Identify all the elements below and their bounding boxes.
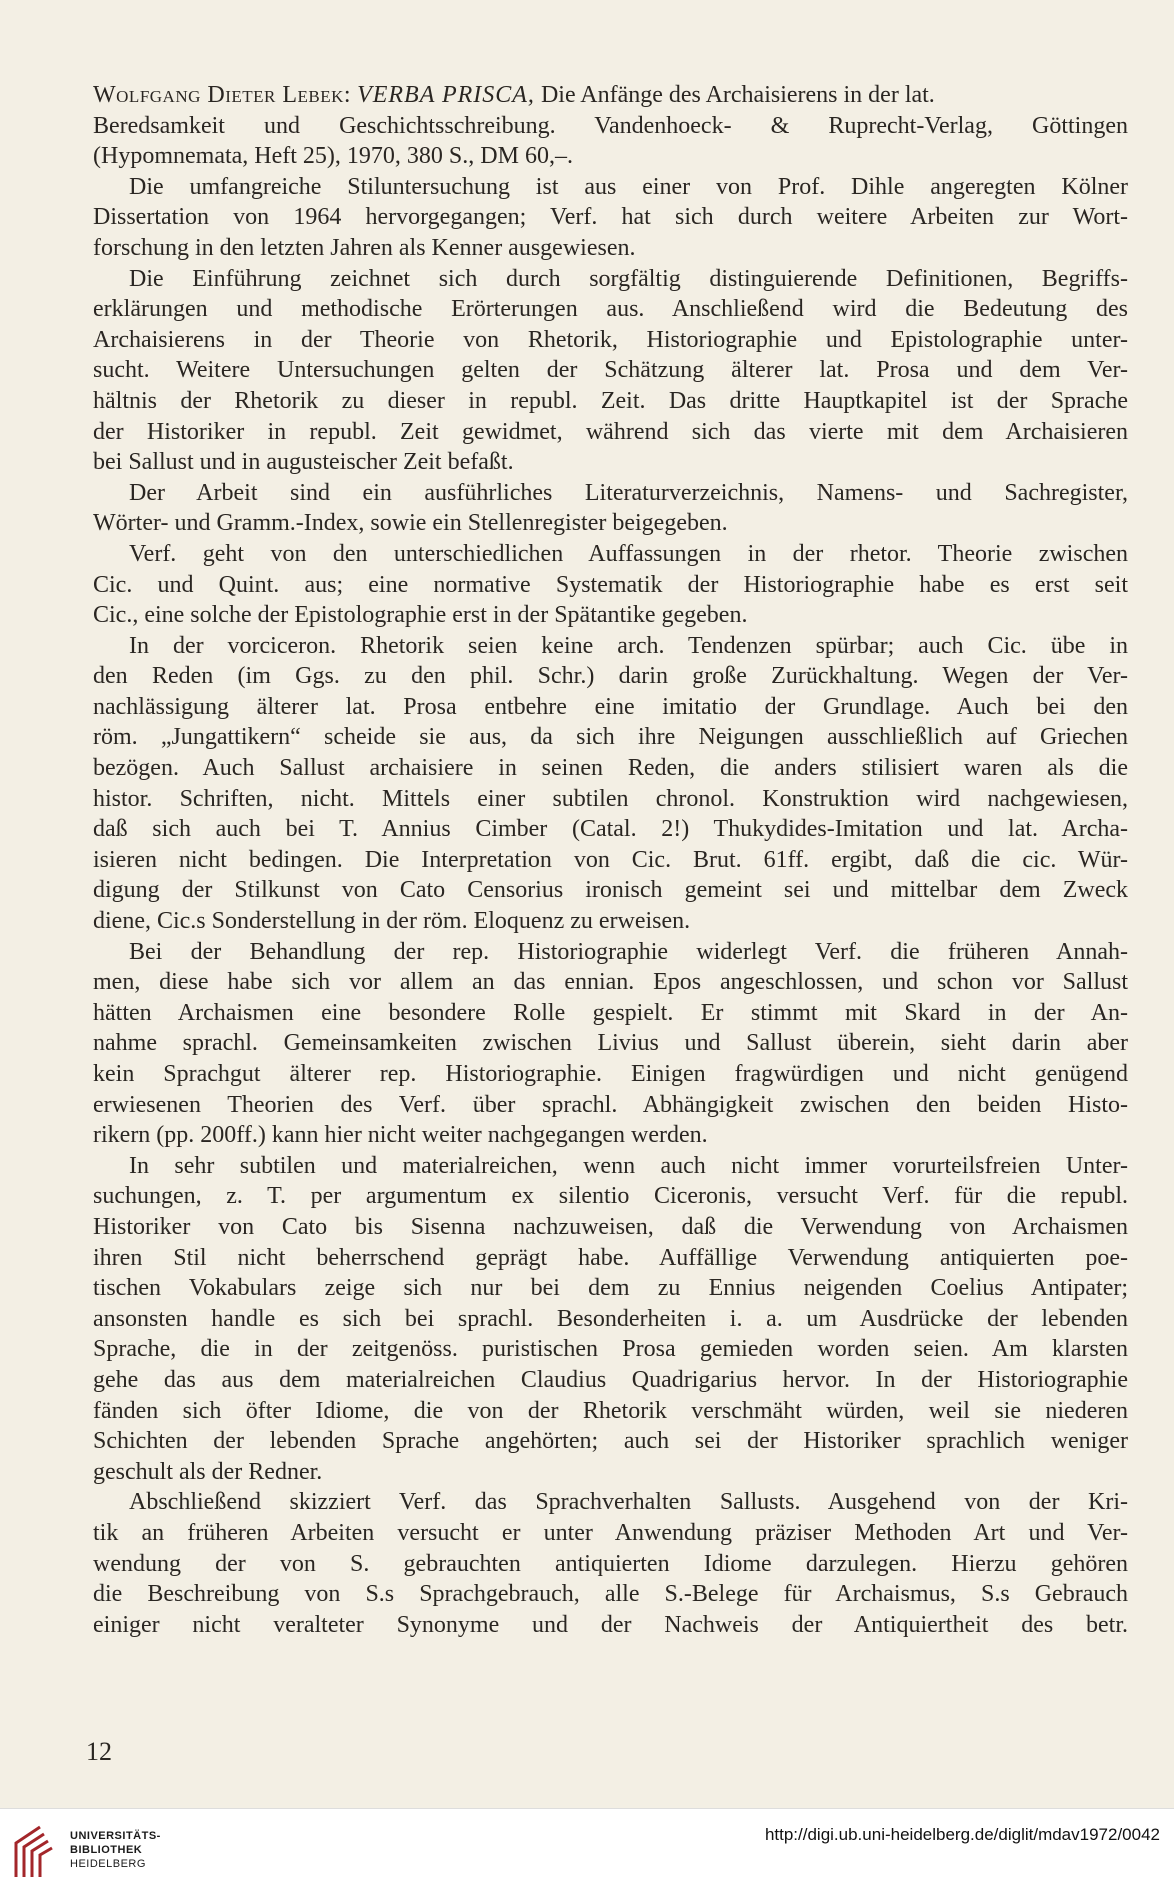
text-line: Die Einführung zeichnet sich durch sorgfältig distinguierende Definitionen, Begriffs- [129,265,1128,292]
text-line: Cic. und Quint. aus; eine normative Systematik der Historiographie habe es erst seit [93,571,1128,598]
text-line: tik an früheren Arbeiten versucht er unter Anwendung präziser Methoden Art und Ver- [93,1519,1128,1546]
text-line: Cic., eine solche der Epistolographie erst in der Spätantike gegeben. [93,602,748,629]
text-line: Sprache, die in der zeitgenöss. puristischen Prosa gemieden worden seien. Am klarsten [93,1336,1128,1363]
text-line: geschult als der Redner. [93,1458,323,1485]
text-line: hältnis der Rhetorik zu dieser in republ. Zeit. Das dritte Hauptkapitel ist der Sprache [93,387,1128,414]
text-line: Historiker von Cato bis Sisenna nachzuweisen, daß die Verwendung von Archaismen [93,1213,1128,1240]
text-line: rikern (pp. 200ff.) kann hier nicht weiter nachgegangen werden. [93,1122,708,1149]
series-line: (Hypomnemata, Heft 25), 1970, 380 S., DM 60,–. [93,143,573,170]
text-line: ansonsten handle es sich bei sprachl. Besonderheiten i. a. um Ausdrücke der lebenden [93,1305,1128,1332]
text-line: nahme sprachl. Gemeinsamkeiten zwischen Livius und Sallust überein, sieht darin aber [93,1030,1128,1057]
text-line: nachlässigung älterer lat. Prosa entbehre eine imitatio der Grundlage. Auch bei den [93,693,1128,720]
text-line: fänden sich öfter Idiome, die von der Rhetorik verschmäht würden, weil sie niederen [93,1397,1128,1424]
library-logo-icon [12,1823,66,1881]
text-line: bei Sallust und in augusteischer Zeit befaßt. [93,449,514,476]
text-line: Die umfangreiche Stiluntersuchung ist aus einer von Prof. Dihle angeregten Kölner [129,173,1128,200]
text-line: daß sich auch bei T. Annius Cimber (Catal. 2!) Thukydides-Imitation und lat. Archa- [93,816,1128,843]
text-line: Verf. geht von den unterschiedlichen Auffassungen in der rhetor. Theorie zwischen [129,540,1128,567]
text-line: In sehr subtilen und materialreichen, wenn auch nicht immer vorurteilsfreien Unter- [129,1152,1128,1179]
text-line: den Reden (im Ggs. zu den phil. Schr.) darin große Zurückhaltung. Wegen der Ver- [93,663,1128,690]
library-name-line2: BIBLIOTHEK [70,1844,143,1856]
bibliographic-header [93,80,1128,111]
text-line: erklärungen und methodische Erörterungen aus. Anschließend wird die Bedeutung des [93,296,1128,323]
library-name [70,1829,161,1871]
text-line: histor. Schriften, nicht. Mittels einer subtilen chronol. Konstruktion wird nachgewiesen, [93,785,1128,812]
text-line: einiger nicht veralteter Synonyme und der Nachweis der Antiquiertheit des betr. [93,1611,1128,1638]
text-line: kein Sprachgut älterer rep. Historiographie. Einigen fragwürdigen und nicht genügend [93,1061,1128,1087]
text-line: suchungen, z. T. per argumentum ex silentio Ciceronis, versucht Verf. für die republ. [93,1183,1128,1210]
text-line: digung der Stilkunst von Cato Censorius ironisch gemeint sei und mittelbar dem Zweck [93,877,1128,904]
text-line: Bei der Behandlung der rep. Historiographie widerlegt Verf. die früheren Annah- [129,938,1128,965]
author-name: Wolfgang Dieter Lebek: [93,82,352,108]
text-line: In der vorciceron. Rhetorik seien keine arch. Tendenzen spürbar; auch Cic. übe in [129,632,1128,659]
text-line: erwiesenen Theorien des Verf. über sprachl. Abhängigkeit zwischen den beiden Histo- [93,1091,1128,1118]
review-body [93,172,1128,1641]
text-line: forschung in den letzten Jahren als Kenner ausgewiesen. [93,234,636,261]
book-title: VERBA PRISCA, [357,82,535,108]
text-line: bezögen. Auch Sallust archaisiere in seinen Reden, die anders stilisiert waren als die [93,755,1128,782]
text-line: sucht. Weitere Untersuchungen gelten der Schätzung älterer lat. Prosa und dem Ver- [93,357,1128,384]
text-line: ihren Stil nicht beherrschend geprägt habe. Auffällige Verwendung antiquierten poe- [93,1244,1128,1271]
text-line: der Historiker in republ. Zeit gewidmet, während sich das vierte mit dem Archaisieren [93,418,1128,445]
text-line: die Beschreibung von S.s Sprachgebrauch, alle S.-Belege für Archaismus, S.s Gebrauch [93,1581,1128,1608]
text-line: Der Arbeit sind ein ausführliches Literaturverzeichnis, Namens- und Sachregister, [129,479,1128,506]
text-line: men, diese habe sich vor allem an das ennian. Epos angeschlossen, und schon vor Sallust [93,969,1128,996]
text-line: wendung der von S. gebrauchten antiquierten Idiome darzulegen. Hierzu gehören [93,1550,1128,1577]
review-text [93,80,1128,1640]
source-url-link[interactable]: http://digi.ub.uni-heidelberg.de/diglit/mdav1972/0042 [764,1825,1160,1844]
library-name-line3: HEIDELBERG [70,1858,146,1870]
text-line: röm. „Jungattikern“ scheide sie aus, da sich ihre Neigungen ausschließlich auf Griechen [93,724,1128,751]
text-line: Abschließend skizziert Verf. das Sprachverhalten Sallusts. Ausgehend von der Kri- [129,1489,1128,1516]
text-line: Dissertation von 1964 hervorgegangen; Verf. hat sich durch weitere Arbeiten zur Wort- [93,204,1128,231]
library-name-line1: UNIVERSITÄTS- [70,1830,161,1842]
publisher-line: Beredsamkeit und Geschichtsschreibung. Vandenhoeck- & Ruprecht-Verlag, Göttingen [93,112,1128,139]
page-number: 12 [86,1737,112,1766]
text-line: Wörter- und Gramm.-Index, sowie ein Stellenregister beigegeben. [93,510,728,537]
text-line: tischen Vokabulars zeige sich nur bei dem zu Ennius neigenden Coelius Antipater; [93,1275,1128,1302]
subtitle: Die Anfänge des Archaisierens in der lat. [540,82,935,108]
text-line: hätten Archaismen eine besondere Rolle gespielt. Er stimmt mit Skard in der An- [93,999,1128,1026]
viewer-footer [0,1808,1174,1896]
text-line: Schichten der lebenden Sprache angehörten; auch sei der Historiker sprachlich weniger [93,1428,1128,1455]
text-line: isieren nicht bedingen. Die Interpretation von Cic. Brut. 61ff. ergibt, daß die cic. Wür- [93,846,1128,873]
text-line: gehe das aus dem materialreichen Claudius Quadrigarius hervor. In der Historiographie [93,1366,1128,1393]
text-line: Archaisierens in der Theorie von Rhetorik, Historiographie und Epistolographie unter- [93,326,1128,353]
text-line: diene, Cic.s Sonderstellung in der röm. Eloquenz zu erweisen. [93,908,691,935]
